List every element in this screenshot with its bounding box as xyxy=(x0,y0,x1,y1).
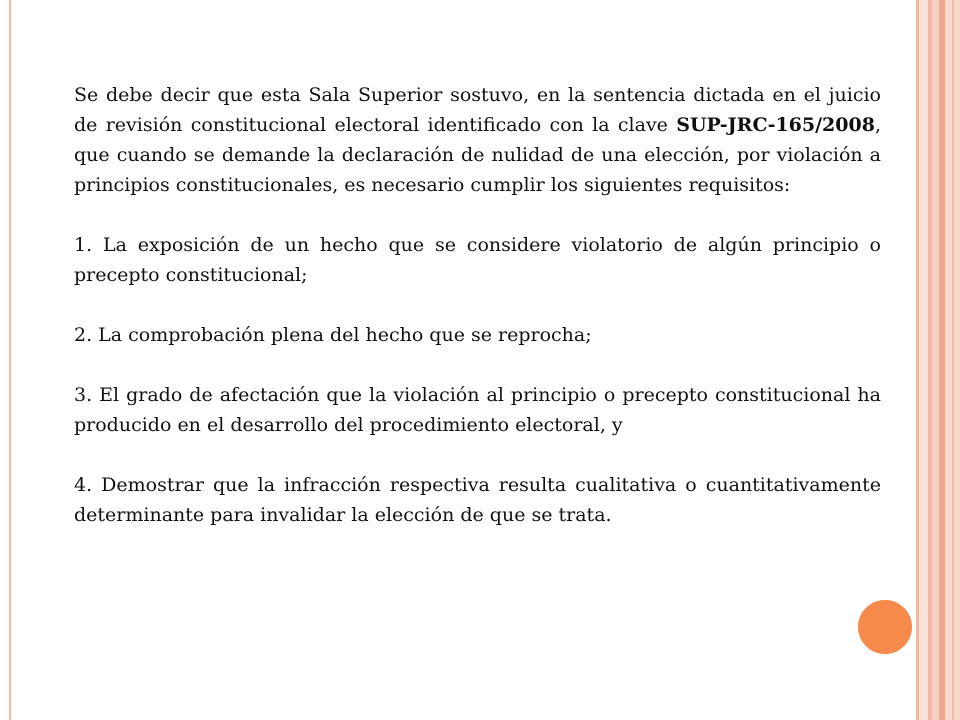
slide-body xyxy=(74,80,881,560)
requirement-item: 3. El grado de afectación que la violación al principio o precepto constitucional ha producido en el desarrollo del procedimiento electoral, y xyxy=(74,384,881,436)
right-decor-stripe xyxy=(932,0,939,720)
right-decor-stripe xyxy=(919,0,928,720)
requirement-item: 2. La comprobación plena del hecho que se reprocha; xyxy=(74,324,592,346)
requirement-item: 4. Demostrar que la infracción respectiva resulta cualitativa o cuantitativamente determinante para invalidar la elección de que se trata. xyxy=(74,474,881,526)
left-border-line xyxy=(9,0,11,720)
right-decor-stripe xyxy=(952,0,954,720)
intro-text-start: Se debe decir que esta Sala Superior sostuvo, en la sentencia dictada en el juicio de revisión constitucional electoral identificado con la clave xyxy=(74,84,881,136)
intro-text-end: , que cuando se demande la declaración de nulidad de una elección, por violación a principios constitucionales, es necesario cumplir los siguientes requisitos: xyxy=(74,114,881,196)
case-reference: SUP-JRC-165/2008 xyxy=(676,114,875,136)
orange-circle-decoration xyxy=(856,598,914,656)
intro-paragraph xyxy=(74,80,881,200)
requirement-item: 1. La exposición de un hecho que se considere violatorio de algún principio o precepto constitucional; xyxy=(74,234,881,286)
